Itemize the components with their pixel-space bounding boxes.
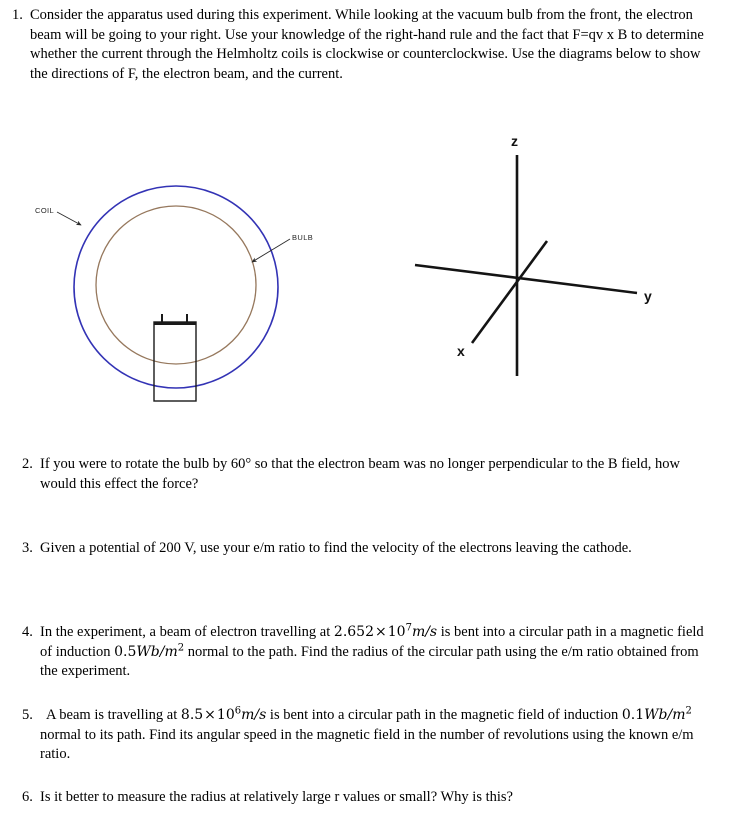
question-text: Consider the apparatus used during this experiment. While looking at the vacuum bulb from the front, the electron beam will be going to your right. Use your knowledge of the right-hand rule and the fact that F=qv x B to determine whether the current through the Helmholtz coils is clockwise or counterclockwise. Use the diagrams below to show the directions of F, the electron beam, and the current. <box>30 7 704 82</box>
coil-leader-arrow <box>57 212 81 225</box>
y-axis-label: y <box>644 288 652 304</box>
q4-induction-value: 0.5 <box>114 643 137 660</box>
q5-induction-value: 0.1 <box>621 707 645 723</box>
q5-induction-unit: Wb/m <box>644 707 686 723</box>
x-axis-line <box>472 241 547 343</box>
multiplication-sign: × <box>375 624 387 640</box>
question-number: 1. <box>12 7 23 23</box>
question-text: Is it better to measure the radius at relatively large r values or small? Why is this? <box>40 789 513 805</box>
question-item-4 <box>14 623 720 682</box>
question-number: 6. <box>22 789 33 805</box>
question-text <box>40 706 712 765</box>
q4-prefix: In the experiment, a beam of electron travelling at <box>40 624 334 640</box>
question-item-3 <box>14 539 720 559</box>
question-number: 3. <box>22 540 33 556</box>
question-text: Given a potential of 200 V, use your e/m ratio to find the velocity of the electrons leaving the cathode. <box>40 540 632 556</box>
multiplication-sign: × <box>204 707 216 723</box>
z-axis-label: z <box>511 133 518 149</box>
q4-mid: is bent into a circular path in a magnetic field of induction <box>40 624 704 660</box>
bulb-circle <box>96 206 256 364</box>
q5-induction-expression <box>622 707 692 723</box>
q5-velocity-expression <box>181 707 266 723</box>
bulb-label: BULB <box>292 233 314 242</box>
coil-label: COIL <box>35 206 55 215</box>
q5-suffix: normal to its path. Find its angular speed in the magnetic field in the number of revolutions using the known e/m ratio. <box>40 726 694 762</box>
question-item-5 <box>14 706 720 765</box>
question-item-1 <box>4 6 716 84</box>
q4-induction-exponent: 2 <box>177 641 185 653</box>
coil-circle <box>74 186 278 388</box>
question-text: If you were to rotate the bulb by 60° so that the electron beam was no longer perpendicular to the B field, how would this effect the force? <box>40 456 680 492</box>
q5-unit: m/s <box>241 707 267 723</box>
question-number: 2. <box>22 456 33 472</box>
question-item-6 <box>14 788 720 808</box>
q4-coefficient: 2.652 <box>333 624 374 640</box>
question-number: 5. <box>22 707 33 723</box>
q4-unit: m/s <box>411 624 438 640</box>
q4-exponent: 7 <box>405 622 412 634</box>
question-text <box>40 623 712 682</box>
coil-apparatus-figure <box>20 130 360 420</box>
q5-coefficient: 8.5 <box>180 707 204 723</box>
q4-base: 10 <box>387 624 406 640</box>
x-axis-label: x <box>457 343 465 359</box>
bulb-base-rectangle <box>154 322 196 401</box>
q4-suffix: normal to the path. Find the radius of the circular path using the e/m ratio obtained from the experiment. <box>40 643 699 679</box>
q5-base: 10 <box>216 707 235 723</box>
question-number: 4. <box>22 624 33 640</box>
q5-mid: is bent into a circular path in the magnetic field of induction <box>266 707 622 723</box>
coordinate-axes-figure <box>395 128 695 408</box>
q5-induction-exponent: 2 <box>685 705 692 717</box>
bulb-leader-arrow <box>252 239 290 262</box>
q5-prefix: A beam is travelling at <box>46 707 181 723</box>
q5-exponent: 6 <box>234 705 242 717</box>
q4-velocity-expression <box>334 624 437 640</box>
question-item-2 <box>14 455 720 494</box>
q4-induction-expression <box>114 641 185 660</box>
q4-induction-unit: Wb/m <box>136 643 178 660</box>
